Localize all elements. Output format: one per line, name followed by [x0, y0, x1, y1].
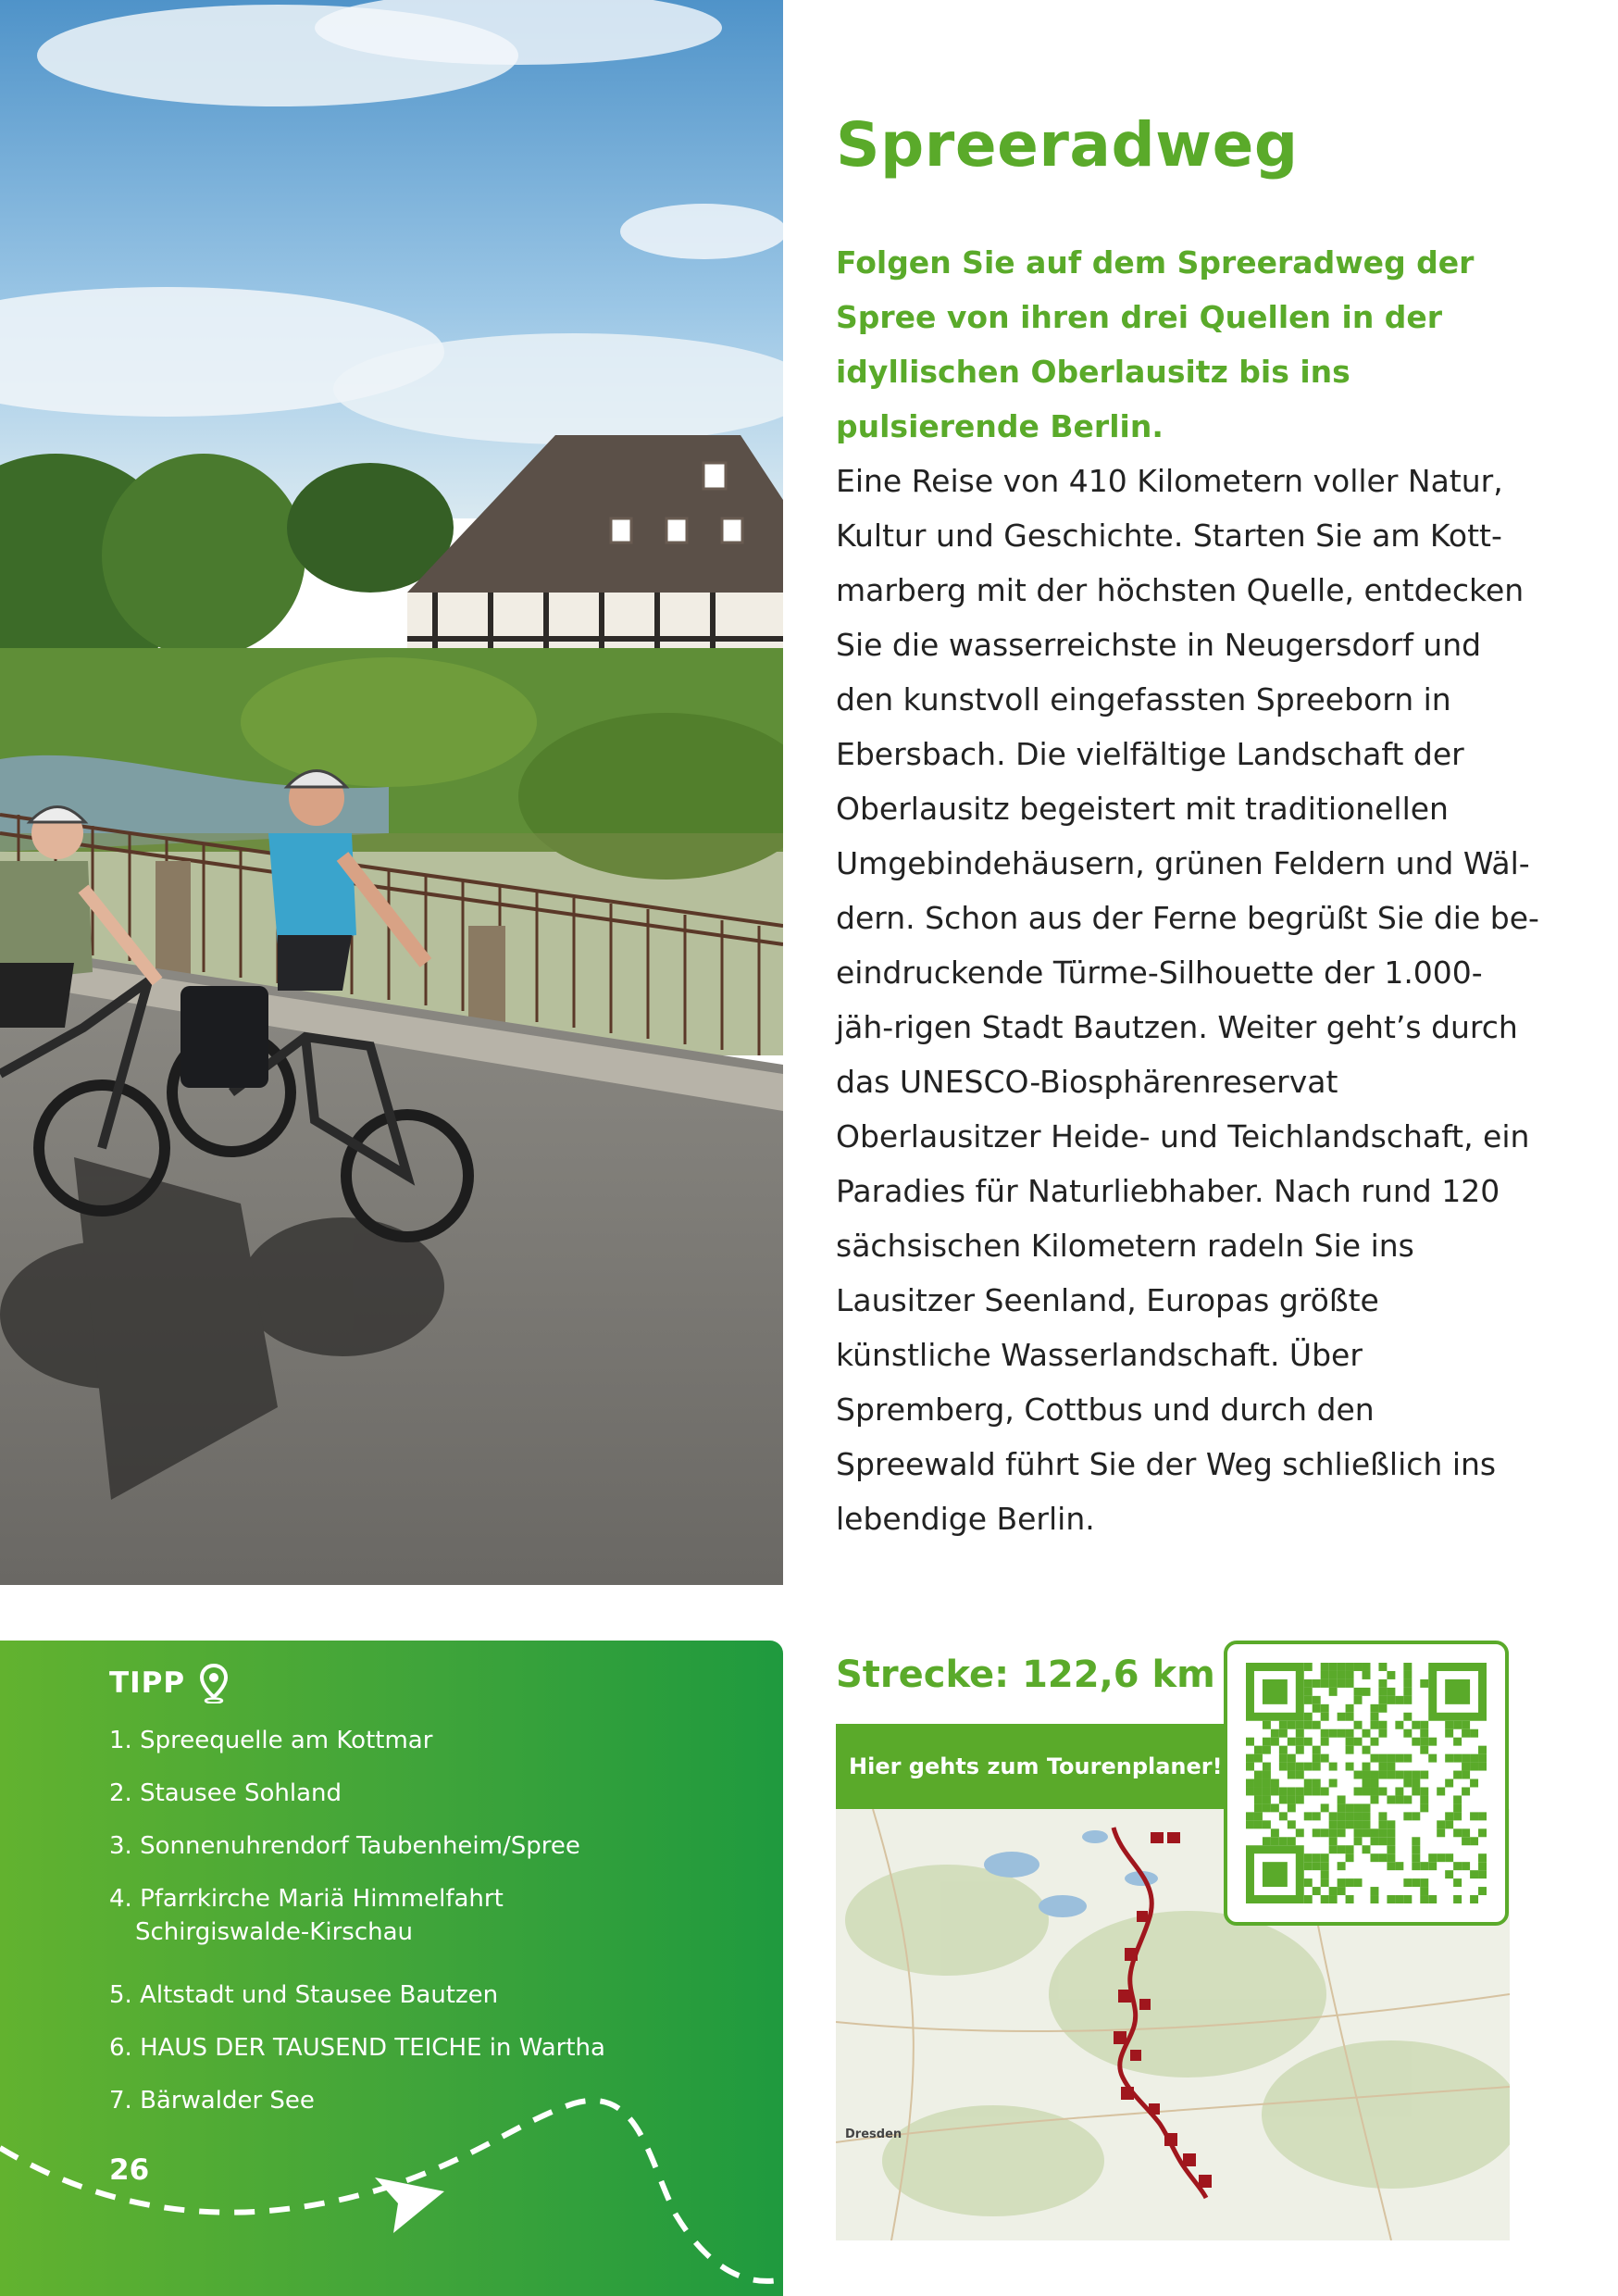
qr-code[interactable] [1224, 1641, 1509, 1926]
cyclists-photo [0, 0, 783, 1585]
lead-paragraph: Folgen Sie auf dem Spreeradweg der Spree von ihren drei Quellen in der idyllischen Oberlausitz bis ins pulsierende Berlin. [836, 244, 1475, 444]
tipp-box [0, 1641, 783, 2296]
tourenplaner-link[interactable]: Hier gehts zum Tourenplaner! [836, 1724, 1229, 1809]
tipp-list [109, 1724, 605, 2137]
list-item-line2: Schirgiswalde-Kirschau [135, 1918, 414, 1946]
paper-plane-icon [375, 2177, 444, 2233]
list-item [109, 1882, 605, 1978]
list-item: 1. Spreequelle am Kottmar [109, 1727, 433, 1754]
page-number: 26 [109, 2153, 150, 2187]
list-item: 2. Stausee Sohland [109, 1779, 342, 1807]
article-body [836, 235, 1539, 1546]
description-paragraph: Eine Reise von 410 Kilometern voller Natur, Kultur und Geschichte. Starten Sie am Kott-marberg mit der höchsten Quelle, entdecken Sie die wasserreichste in Neugersdorf und den kunstvoll eingefassten Spreeborn in Ebersbach. Die vielfältige Landschaft der Oberlausitz begeistert mit traditionellen Umgebindehäusern, grünen Feldern und Wäl-dern. Schon aus der Ferne begrüßt Sie die be-eindruckende Türme-Silhouette der 1.000-jäh-rigen Stadt Bautzen. Weiter geht’s durch das UNESCO-Biosphärenreservat Oberlausitzer Heide- und Teichlandschaft, ein Paradies für Naturliebhaber. Nach rund 120 sächsischen Kilometern radeln Sie ins Lausitzer Seenland, Europas größte künstliche Wasserlandschaft. Über Spremberg, Cottbus und durch den Spreewald führt Sie der Weg schließlich ins lebendige Berlin. [836, 463, 1539, 1537]
list-item: 7. Bärwalder See [109, 2087, 315, 2115]
tipp-header [109, 1663, 230, 1703]
map-city-label: Dresden [845, 2128, 902, 2141]
page-title: Spreeradweg [836, 109, 1299, 181]
list-item-line1: 4. Pfarrkirche Mariä Himmelfahrt [109, 1885, 504, 1913]
list-item: 3. Sonnenuhrendorf Taubenheim/Spree [109, 1832, 580, 1860]
route-length: Strecke: 122,6 km [836, 1653, 1215, 1696]
list-item: 6. HAUS DER TAUSEND TEICHE in Wartha [109, 2034, 605, 2062]
list-item: 5. Altstadt und Stausee Bautzen [109, 1981, 499, 2009]
map-pin-icon [198, 1663, 230, 1703]
qr-code-icon [1246, 1663, 1487, 1903]
tipp-heading: TIPP [109, 1666, 186, 1700]
